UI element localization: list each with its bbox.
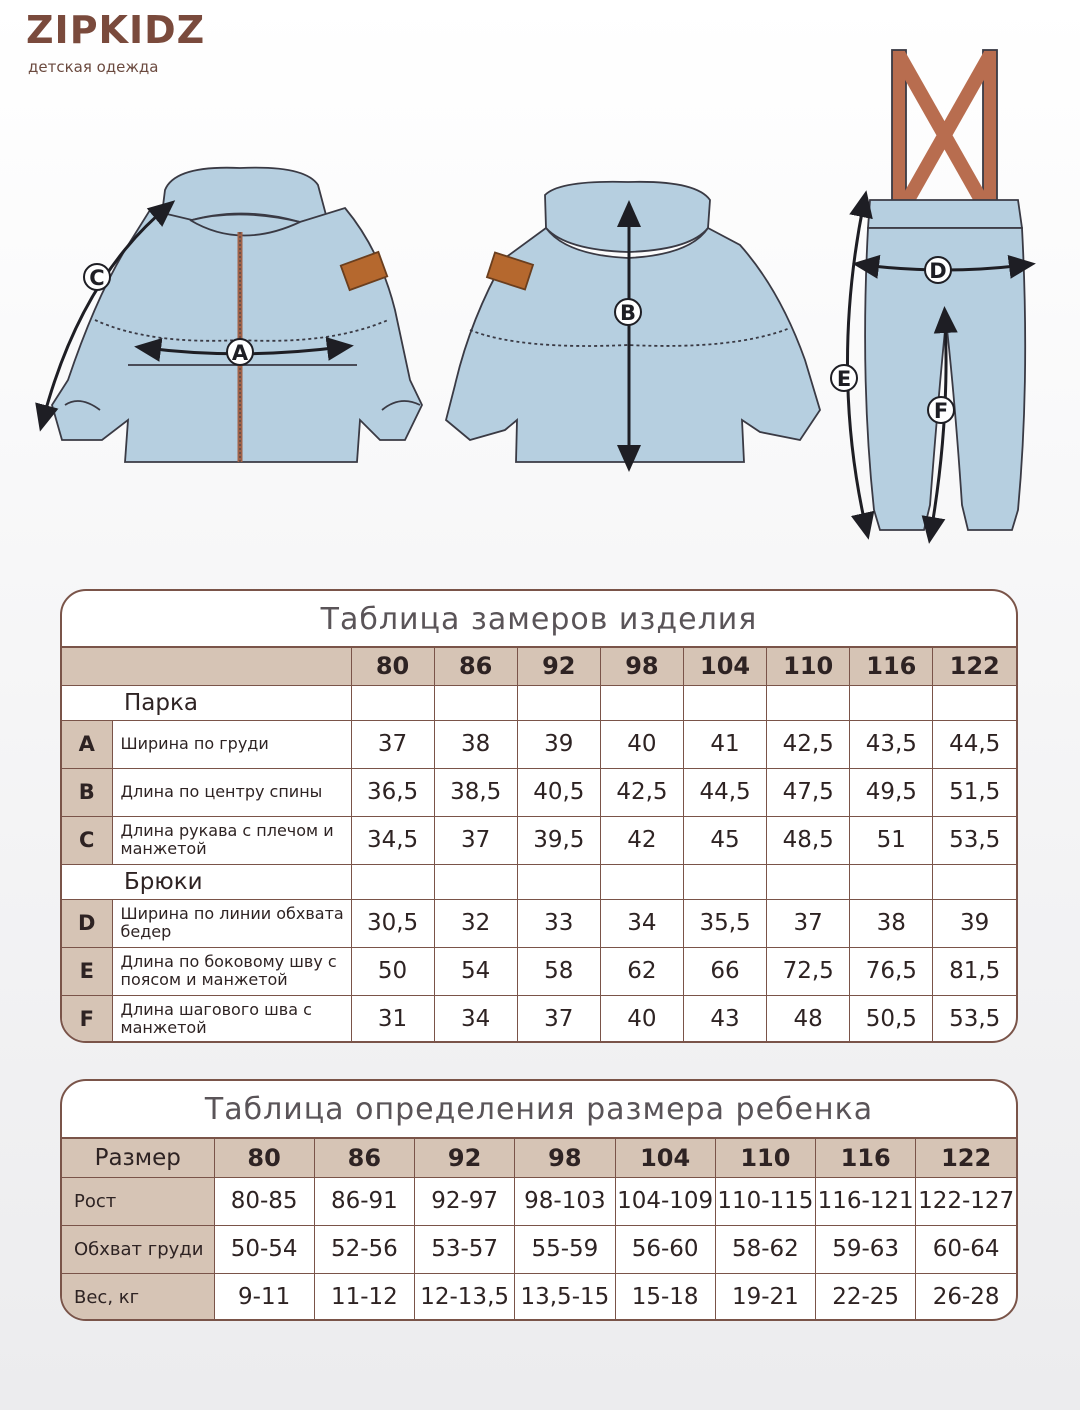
cell-value: 42,5 [600,768,683,816]
size-table-title: Таблица определения размера ребенка [62,1081,1016,1139]
size-col-header: 104 [615,1139,715,1177]
cell-value: 39 [517,720,600,768]
row-letter: C [62,816,112,864]
size-col-header: 98 [515,1139,615,1177]
cell-value: 22-25 [816,1273,916,1321]
cell-value: 62 [600,947,683,995]
row-label: Длина рукава с плечом и манжетой [112,816,351,864]
size-col-header: 122 [933,648,1016,685]
cell-value: 42,5 [767,720,850,768]
label-e-badge [831,365,857,391]
measure-table-title: Таблица замеров изделия [62,591,1016,648]
brand-tagline: детская одежда [28,58,159,76]
row-label: Длина по центру спины [112,768,351,816]
table-row [62,899,1016,947]
size-col-header: 98 [600,648,683,685]
row-label: Вес, кг [62,1273,214,1321]
table-row [62,720,1016,768]
size-col-header: 116 [816,1139,916,1177]
cell-value: 34,5 [351,816,434,864]
section-name: Парка [62,685,351,720]
row-letter: A [62,720,112,768]
cell-value: 45 [684,816,767,864]
row-label: Длина по боковому шву с поясом и манжетой [112,947,351,995]
cell-value: 60-64 [916,1225,1016,1273]
cell-value: 104-109 [615,1177,715,1225]
size-header-label: Размер [62,1139,214,1177]
table-row [62,1273,1016,1321]
cell-value: 37 [767,899,850,947]
cell-value: 13,5-15 [515,1273,615,1321]
label-c-badge [84,264,110,290]
row-label: Длина шагового шва с манжетой [112,995,351,1043]
cell-value: 39 [933,899,1016,947]
cell-value: 42 [600,816,683,864]
table-row [62,1177,1016,1225]
row-letter: D [62,899,112,947]
cell-value: 58-62 [715,1225,815,1273]
cell-value: 86-91 [314,1177,414,1225]
cell-value: 12-13,5 [415,1273,515,1321]
row-label: Ширина по груди [112,720,351,768]
cell-value: 39,5 [517,816,600,864]
cell-value: 47,5 [767,768,850,816]
cell-value: 50,5 [850,995,933,1043]
label-b-badge [615,299,641,325]
label-d: D [929,259,947,283]
measure-table [62,648,1016,1043]
cell-value: 41 [684,720,767,768]
cell-value: 48,5 [767,816,850,864]
measure-table-header-row [62,648,1016,685]
size-table-header-row [62,1139,1016,1177]
cell-value: 37 [434,816,517,864]
cell-value: 26-28 [916,1273,1016,1321]
cell-value: 11-12 [314,1273,414,1321]
table-row [62,816,1016,864]
cell-value: 53,5 [933,816,1016,864]
label-d-badge [925,257,951,283]
parka-front-drawing [52,168,422,462]
size-col-header: 92 [517,648,600,685]
cell-value: 56-60 [615,1225,715,1273]
size-col-header: 86 [434,648,517,685]
cell-value: 50-54 [214,1225,314,1273]
pants-drawing [865,50,1025,530]
size-col-header: 104 [684,648,767,685]
cell-value: 43 [684,995,767,1043]
row-label: Рост [62,1177,214,1225]
cell-value: 38 [850,899,933,947]
cell-value: 92-97 [415,1177,515,1225]
cell-value: 35,5 [684,899,767,947]
row-letter: B [62,768,112,816]
size-table [62,1139,1016,1321]
cell-value: 32 [434,899,517,947]
row-letter: E [62,947,112,995]
size-col-header: 80 [351,648,434,685]
measure-table-card [60,589,1018,1043]
cell-value: 37 [517,995,600,1043]
cell-value: 36,5 [351,768,434,816]
cell-value: 52-56 [314,1225,414,1273]
garment-illustration [0,0,1080,560]
cell-value: 40,5 [517,768,600,816]
label-b: B [619,301,637,325]
cell-value: 58 [517,947,600,995]
cell-value: 55-59 [515,1225,615,1273]
cell-value: 50 [351,947,434,995]
cell-value: 122-127 [916,1177,1016,1225]
cell-value: 19-21 [715,1273,815,1321]
cell-value: 53,5 [933,995,1016,1043]
section-row-pants [62,864,1016,899]
section-row-parka [62,685,1016,720]
cell-value: 38 [434,720,517,768]
cell-value: 34 [434,995,517,1043]
size-col-header: 110 [715,1139,815,1177]
cell-value: 38,5 [434,768,517,816]
label-a-badge [227,339,253,365]
cell-value: 40 [600,995,683,1043]
row-label: Обхват груди [62,1225,214,1273]
size-col-header: 122 [916,1139,1016,1177]
cell-value: 76,5 [850,947,933,995]
cell-value: 40 [600,720,683,768]
cell-value: 80-85 [214,1177,314,1225]
cell-value: 51,5 [933,768,1016,816]
row-letter: F [62,995,112,1043]
cell-value: 98-103 [515,1177,615,1225]
cell-value: 44,5 [684,768,767,816]
cell-value: 110-115 [715,1177,815,1225]
cell-value: 59-63 [816,1225,916,1273]
size-col-header: 116 [850,648,933,685]
cell-value: 54 [434,947,517,995]
cell-value: 34 [600,899,683,947]
section-name: Брюки [62,864,351,899]
size-table-card [60,1079,1018,1321]
cell-value: 44,5 [933,720,1016,768]
label-f-badge [928,397,954,423]
cell-value: 33 [517,899,600,947]
table-row [62,768,1016,816]
header-blank-cell [62,648,351,685]
cell-value: 116-121 [816,1177,916,1225]
row-label: Ширина по линии обхвата бедер [112,899,351,947]
table-row [62,1225,1016,1273]
cell-value: 30,5 [351,899,434,947]
cell-value: 48 [767,995,850,1043]
table-row [62,995,1016,1043]
cell-value: 43,5 [850,720,933,768]
cell-value: 53-57 [415,1225,515,1273]
size-col-header: 86 [314,1139,414,1177]
size-col-header: 110 [767,648,850,685]
cell-value: 37 [351,720,434,768]
cell-value: 72,5 [767,947,850,995]
size-col-header: 80 [214,1139,314,1177]
label-a: A [231,341,249,365]
cell-value: 51 [850,816,933,864]
label-c: C [89,266,105,290]
cell-value: 81,5 [933,947,1016,995]
table-row [62,947,1016,995]
cell-value: 15-18 [615,1273,715,1321]
size-col-header: 92 [415,1139,515,1177]
cell-value: 9-11 [214,1273,314,1321]
cell-value: 31 [351,995,434,1043]
label-f: F [933,399,949,423]
brand-name: ZIPKIDZ [26,8,206,52]
cell-value: 49,5 [850,768,933,816]
label-e: E [836,367,852,391]
cell-value: 66 [684,947,767,995]
